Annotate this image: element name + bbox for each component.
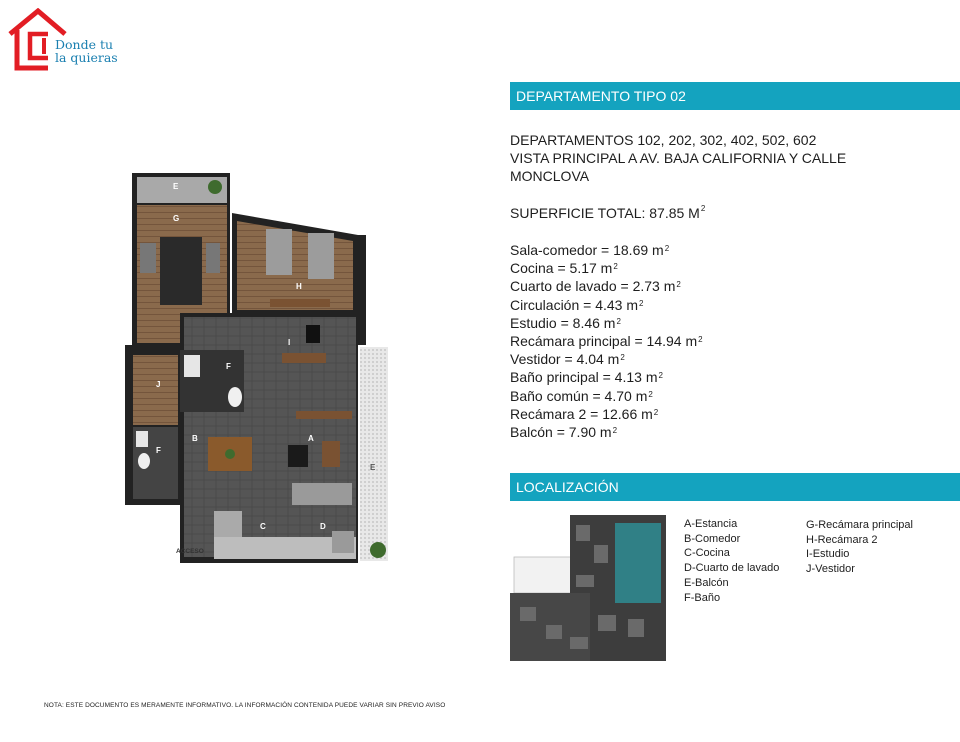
room-label: H — [296, 282, 302, 291]
highlighted-unit — [615, 523, 661, 603]
nightstand — [140, 243, 156, 273]
desk — [270, 299, 330, 307]
list-item — [510, 350, 703, 368]
legend-item: G-Recámara principal — [806, 519, 913, 531]
balcony-side — [360, 347, 388, 561]
list-item — [510, 368, 703, 386]
disclaimer-note: NOTA: ESTE DOCUMENTO ES MERAMENTE INFORMATIVO. LA INFORMACIÓN CONTENIDA PUEDE VARIAR SIN PREVIO AVISO — [44, 702, 446, 709]
room-label: E — [173, 182, 179, 191]
sofa-icon — [292, 483, 352, 505]
legend-item: H-Recámara 2 — [806, 533, 878, 546]
chair-icon — [306, 325, 320, 343]
bed-icon — [308, 233, 334, 279]
bed-icon — [160, 237, 202, 305]
location-title: LOCALIZACIÓN — [510, 473, 960, 501]
area-text: Baño principal = 4.13 m — [510, 369, 658, 386]
unit-superscript: 2 — [658, 371, 663, 381]
desk — [282, 353, 326, 363]
area-text: Sala-comedor = 18.69 m — [510, 242, 664, 258]
room-legend-col-2 — [806, 518, 913, 577]
address-line: VISTA PRINCIPAL A AV. BAJA CALIFORNIA Y CALLE — [510, 150, 847, 166]
unit-superscript: 2 — [653, 407, 659, 417]
nightstand — [206, 243, 220, 273]
room-label: C — [260, 522, 266, 531]
list-item — [510, 332, 703, 350]
area-text: Balcón = 7.90 m — [510, 424, 612, 441]
unit-superscript: 2 — [698, 335, 703, 345]
room-label: F — [226, 362, 231, 371]
plant-icon — [208, 180, 222, 194]
area-text: Estudio = 8.46 m — [510, 314, 616, 331]
room-label: G — [173, 214, 180, 223]
unit-superscript: 2 — [664, 244, 670, 253]
list-item — [510, 277, 703, 295]
area-text: Cuarto de lavado = 2.73 m — [510, 278, 676, 295]
unit-superscript: 2 — [639, 298, 644, 308]
total-area-text: SUPERFICIE TOTAL: 87.85 M — [510, 205, 700, 221]
room-label: D — [320, 522, 326, 531]
list-item — [510, 387, 703, 405]
list-item — [510, 423, 703, 441]
address-line: DEPARTAMENTOS 102, 202, 302, 402, 502, 602 — [510, 132, 817, 148]
legend-item: B-Comedor — [684, 532, 741, 545]
logo-line-1: Donde tu — [55, 37, 114, 52]
unit-superscript: 2 — [613, 262, 618, 272]
list-item — [510, 296, 703, 314]
area-text: Cocina = 5.17 m — [510, 260, 613, 277]
unit-superscript: 2 — [700, 204, 706, 213]
list-item — [510, 405, 703, 423]
area-text: Baño común = 4.70 m — [510, 387, 648, 404]
apartment-address — [510, 131, 930, 185]
room-label: A — [308, 434, 314, 443]
list-item — [510, 241, 703, 259]
room-label: B — [192, 434, 198, 443]
room-label: E — [370, 463, 376, 472]
room-label: J — [156, 380, 161, 389]
toilet-icon — [138, 453, 150, 469]
total-area — [510, 205, 705, 221]
bed-icon — [266, 229, 292, 275]
sink-icon — [184, 355, 200, 377]
floor-plan — [120, 165, 400, 570]
logo-line-2: la quieras — [55, 50, 118, 65]
legend-item: I-Estudio — [806, 548, 850, 561]
list-item — [510, 314, 703, 332]
fridge-icon — [214, 511, 242, 537]
coffee-table-icon — [322, 441, 340, 467]
logo-text — [55, 38, 118, 64]
unit-superscript: 2 — [620, 353, 625, 363]
address-line: MONCLOVA — [510, 168, 590, 184]
legend-item: C-Cocina — [684, 547, 730, 560]
location-minimap — [510, 515, 670, 661]
room-label: I — [288, 338, 291, 347]
access-label: ACCESO — [176, 548, 204, 555]
area-text: Vestidor = 4.04 m — [510, 351, 620, 368]
legend-item: D-Cuarto de lavado — [684, 562, 780, 575]
area-breakdown-list — [510, 241, 703, 441]
walk-in-closet — [133, 355, 178, 425]
plant-icon — [370, 542, 386, 558]
room-label: F — [156, 446, 161, 455]
room-legend-col-1 — [684, 517, 779, 605]
legend-item: E-Balcón — [684, 576, 729, 589]
armchair-icon — [288, 445, 308, 467]
unit-superscript: 2 — [612, 426, 618, 436]
legend-item: A-Estancia — [684, 518, 738, 530]
shelf — [296, 411, 352, 419]
area-text: Recámara 2 = 12.66 m — [510, 405, 653, 422]
plant-icon — [225, 449, 235, 459]
unit-superscript: 2 — [616, 316, 621, 326]
washer-icon — [332, 531, 354, 553]
unit-superscript: 2 — [676, 280, 681, 290]
area-text: Recámara principal = 14.94 m — [510, 333, 698, 350]
logo — [8, 8, 138, 72]
area-text: Circulación = 4.43 m — [510, 296, 639, 313]
apartment-type-title: DEPARTAMENTO TIPO 02 — [510, 82, 960, 110]
wall — [358, 235, 366, 345]
unit-superscript: 2 — [648, 389, 653, 399]
legend-item: J-Vestidor — [806, 563, 855, 576]
sink-icon — [136, 431, 148, 447]
list-item — [510, 259, 703, 277]
legend-item: F-Baño — [684, 591, 721, 604]
toilet-icon — [228, 387, 242, 407]
